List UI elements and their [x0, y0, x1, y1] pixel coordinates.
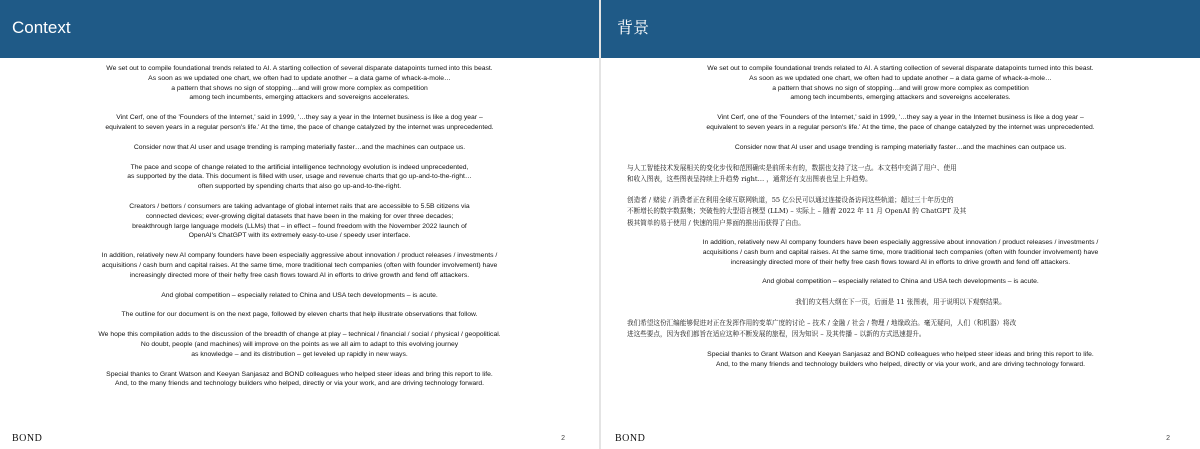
paragraph — [26, 291, 573, 301]
paragraph — [627, 64, 1174, 103]
text-line: a pattern that shows no sign of stopping…and will grow more complex as competition — [171, 84, 428, 92]
paragraph — [26, 370, 573, 390]
text-line: among tech incumbents, emerging attackers and sovereigns accelerates. — [189, 94, 410, 102]
text-line: acquisitions / cash burn and capital raises. At the same time, more traditional tech companies (often with founder involvement) have — [702, 248, 1099, 256]
paragraph — [26, 113, 573, 133]
text-line: as knowledge – and its distribution – get leveled up rapidly in new ways. — [191, 350, 408, 358]
slide-english — [0, 0, 599, 449]
paragraph — [627, 113, 1174, 133]
page-number: 2 — [561, 435, 565, 442]
text-line: The outline for our document is on the next page, followed by eleven charts that help illustrate observations that follow. — [121, 311, 478, 319]
paragraph — [26, 310, 573, 320]
text-line: Vint Cerf, one of the 'Founders of the Internet,' said in 1999, '…they say a year in the Internet business is like a dog year – — [717, 114, 1084, 122]
brand-logo: BOND — [12, 433, 43, 444]
paragraph — [627, 163, 1174, 186]
text-line: Consider now that AI user and usage trending is ramping materially faster…and the machines can outpace us. — [734, 143, 1067, 151]
paragraph — [627, 318, 1174, 341]
text-line: Special thanks to Grant Watson and Keeyan Sanjasaz and BOND colleagues who helped steer ideas and bring this report to life. — [106, 370, 493, 378]
text-line: acquisitions / cash burn and capital raises. At the same time, more traditional tech companies (often with founder involvement) have — [101, 261, 498, 269]
slide-body — [601, 58, 1200, 369]
paragraph — [26, 64, 573, 103]
paragraph — [26, 143, 573, 153]
text-line: 和收入图表，这些图表呈持续上升趋势 right… ，通常还有支出图表也呈上升趋势。 — [627, 175, 872, 184]
paragraph — [26, 251, 573, 280]
text-line: connected devices; ever-growing digital datasets that have been in the making for over three decades; — [145, 212, 454, 220]
paragraph — [627, 350, 1174, 370]
text-line: 与人工智能技术发展相关的变化步伐和范围确实是前所未有的，数据也支持了这一点。本文档中充满了用户、使用 — [627, 163, 957, 172]
slide-title: Context — [12, 18, 71, 37]
text-line: 我们的文档大纲在下一页，后面是 11 张图表，用于说明以下观察结果。 — [795, 298, 1006, 307]
page-number: 2 — [1166, 435, 1170, 442]
text-line: In addition, relatively new AI company founders have been especially aggressive about innovation / product releases / investments / — [702, 239, 1099, 247]
text-line: 不断增长的数字数据集；突破性的大型语言模型 (LLM) – 实际上 – 随着 2022 年 11 月 OpenAI 的 ChatGPT 及其 — [627, 207, 967, 216]
brand-logo: BOND — [615, 433, 646, 444]
text-line: a pattern that shows no sign of stopping…and will grow more complex as competition — [772, 84, 1029, 92]
text-line: Creators / bettors / consumers are taking advantage of global internet rails that are accessible to 5.5B citizens via — [129, 202, 470, 210]
text-line: equivalent to seven years in a regular person's life.' At the time, the pace of change catalyzed by the internet was unprecedented. — [105, 123, 494, 131]
paragraph — [627, 195, 1174, 230]
text-line: Consider now that AI user and usage trending is ramping materially faster…and the machines can outpace us. — [133, 143, 466, 151]
text-line: among tech incumbents, emerging attackers and sovereigns accelerates. — [790, 94, 1011, 102]
text-line: And, to the many friends and technology builders who helped, directly or via your work, and are driving technology forward. — [114, 380, 485, 388]
text-line: We hope this compilation adds to the discussion of the breadth of change at play – technical / financial / social / physical / geopolitical. — [98, 331, 501, 339]
slide-chinese — [601, 0, 1200, 449]
text-line: increasingly directed more of their hefty free cash flows toward AI in efforts to drive growth and fend off attackers. — [730, 258, 1071, 266]
text-line: Vint Cerf, one of the 'Founders of the Internet,' said in 1999, '…they say a year in the Internet business is like a dog year – — [116, 114, 483, 122]
text-line: No doubt, people (and machines) will improve on the points as we all aim to adapt to this evolving journey — [140, 340, 459, 348]
text-line: We set out to compile foundational trends related to AI. A starting collection of several disparate datapoints turned into this beast. — [106, 65, 493, 72]
paragraph — [26, 163, 573, 192]
paragraph — [627, 277, 1174, 287]
paragraph — [627, 143, 1174, 153]
text-line: And global competition – especially related to China and USA tech developments – is acute. — [161, 291, 438, 299]
text-line: And, to the many friends and technology builders who helped, directly or via your work, and are driving technology forward. — [715, 360, 1086, 368]
text-line: 创造者 / 赌徒 / 消费者正在利用全球互联网轨道，55 亿公民可以通过连接设备访问这些轨道；超过三十年历史的 — [627, 195, 954, 204]
slide-header — [601, 0, 1200, 58]
text-line: The pace and scope of change related to the artificial intelligence technology evolution is indeed unprecedented, — [130, 163, 469, 171]
text-line: equivalent to seven years in a regular person's life.' At the time, the pace of change catalyzed by the internet was unprecedented. — [706, 123, 1095, 131]
slide-header — [0, 0, 599, 58]
paragraph — [627, 238, 1174, 267]
text-line: often supported by spending charts that also go up-and-to-the-right. — [197, 183, 402, 191]
text-line: We set out to compile foundational trends related to AI. A starting collection of several disparate datapoints turned into this beast. — [707, 65, 1094, 72]
text-line: As soon as we updated one chart, we often had to update another – a data game of whack-a-mole… — [749, 74, 1052, 82]
text-line: breakthrough large language models (LLMs) that – in effect – found freedom with the November 2022 launch of — [132, 222, 467, 230]
text-line: 进这些要点，因为我们都旨在适应这种不断发展的旅程，因为知识 – 及其传播 – 以新的方式迅速提升。 — [627, 330, 926, 339]
text-line: As soon as we updated one chart, we often had to update another – a data game of whack-a-mole… — [148, 74, 451, 82]
text-line: OpenAI's ChatGPT with its extremely easy-to-use / speedy user interface. — [188, 232, 411, 240]
text-line: as supported by the data. This document is filled with user, usage and revenue charts that go up-and-to-the-right… — [127, 173, 472, 181]
text-line: And global competition – especially related to China and USA tech developments – is acute. — [762, 278, 1039, 286]
paragraph — [627, 297, 1174, 309]
text-line: 我们希望这份汇编能够促进对正在发挥作用的变革广度的讨论 – 技术 / 金融 / 社会 / 物理 / 地缘政治。毫无疑问，人们（和机器）将改 — [627, 318, 1017, 327]
text-line: 极其简单的易于使用 / 快速的用户界面的推出而获得了自由。 — [627, 218, 805, 227]
paragraph — [26, 330, 573, 359]
text-line: increasingly directed more of their hefty free cash flows toward AI in efforts to drive growth and fend off attackers. — [129, 271, 470, 279]
text-line: Special thanks to Grant Watson and Keeyan Sanjasaz and BOND colleagues who helped steer ideas and bring this report to life. — [707, 350, 1094, 358]
paragraph — [26, 202, 573, 241]
text-line: In addition, relatively new AI company founders have been especially aggressive about innovation / product releases / investments / — [101, 252, 498, 260]
slide-body — [0, 58, 599, 389]
slide-title: 背景 — [617, 18, 650, 37]
